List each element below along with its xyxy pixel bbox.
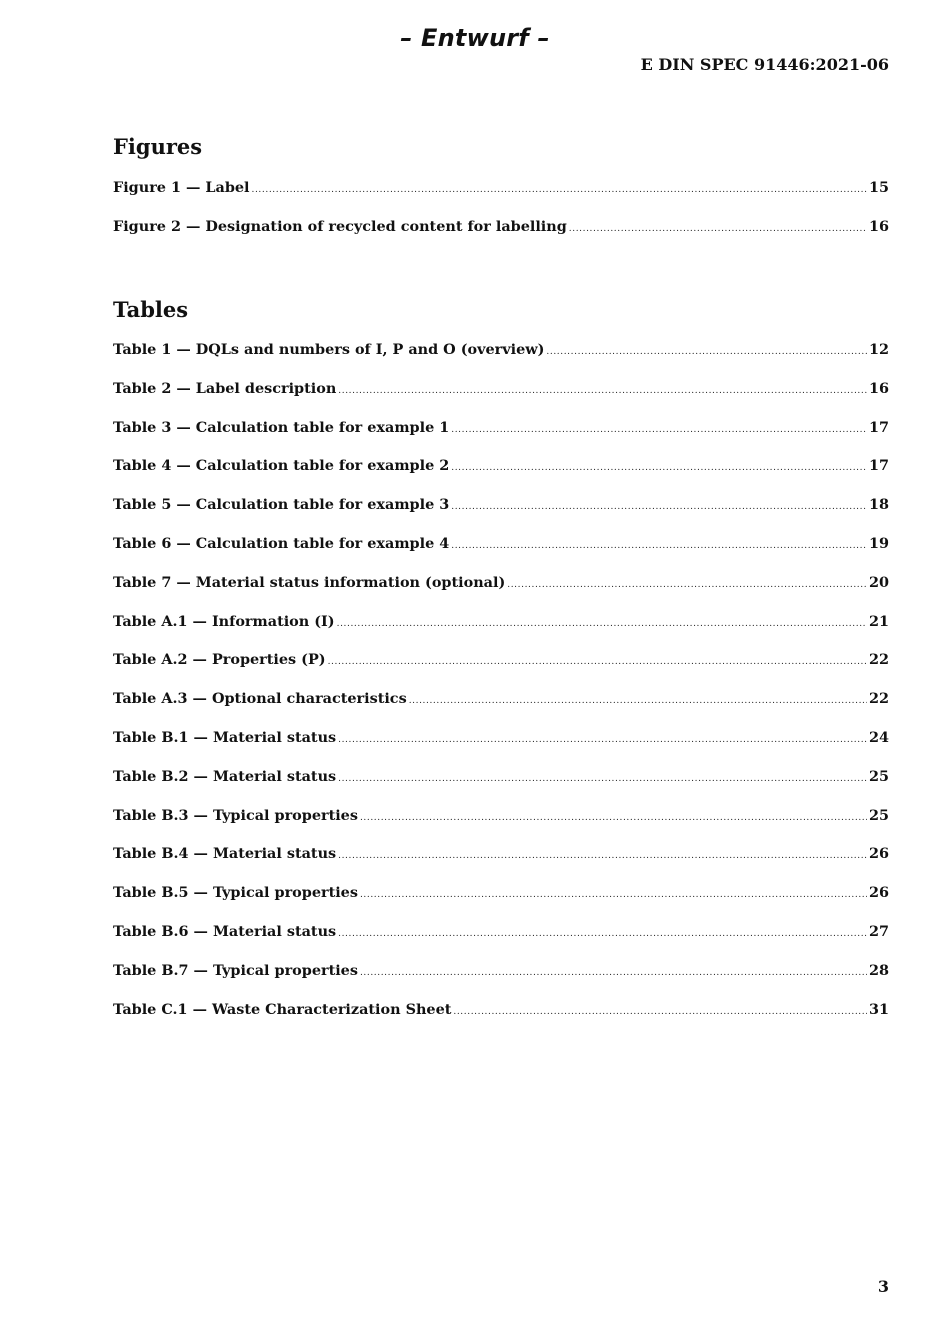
toc-entry-title: Table A.2 — Properties (P) [113, 651, 326, 669]
toc-entry-page: 19 [868, 534, 889, 552]
toc-entry-page: 27 [868, 922, 889, 940]
toc-entry-title: Figure 2 — Designation of recycled content for labelling [113, 217, 567, 235]
toc-entry-title: Table B.1 — Material status [113, 728, 337, 746]
toc-leader-dots [252, 180, 867, 200]
table-entry[interactable] [113, 689, 889, 728]
toc-entry-page: 16 [868, 379, 889, 397]
table-entry[interactable] [113, 456, 889, 495]
toc-entry-title: Table 1 — DQLs and numbers of I, P and O (overview) [113, 341, 545, 358]
toc-entry-title: Table A.1 — Information (I) [113, 612, 335, 630]
toc-entry-title: Table B.5 — Typical properties [113, 884, 358, 902]
toc-leader-dots [338, 730, 867, 750]
toc-entry-title: Table B.7 — Typical properties [113, 961, 358, 979]
toc-entry-page: 22 [868, 651, 889, 669]
toc-entry-title: Table 2 — Label description [113, 379, 337, 397]
toc-entry-page: 15 [868, 179, 889, 196]
table-entry[interactable] [113, 767, 889, 806]
toc-leader-dots [360, 885, 867, 905]
table-entry[interactable] [113, 534, 889, 573]
toc-entry-title: Table A.3 — Optional characteristics [113, 690, 407, 708]
table-entry[interactable] [113, 340, 889, 379]
table-entry[interactable] [113, 495, 889, 534]
toc-entry-page: 28 [868, 961, 889, 979]
tables-list [113, 340, 889, 1038]
toc-entry-page: 17 [868, 457, 889, 475]
toc-entry-title: Table 4 — Calculation table for example 2 [113, 457, 450, 475]
toc-entry-title: Table C.1 — Waste Characterization Sheet [113, 1000, 452, 1018]
toc-entry-page: 25 [868, 767, 889, 785]
toc-leader-dots [409, 691, 867, 711]
toc-entry-title: Table 3 — Calculation table for example 1 [113, 418, 450, 436]
toc-entry-page: 22 [868, 690, 889, 708]
toc-leader-dots [451, 458, 867, 478]
table-entry[interactable] [113, 961, 889, 1000]
document-id: E DIN SPEC 91446:2021-06 [640, 55, 889, 74]
toc-entry-page: 16 [868, 217, 889, 235]
toc-leader-dots [507, 575, 867, 595]
toc-leader-dots [338, 381, 867, 401]
toc-leader-dots [451, 497, 867, 517]
toc-leader-dots [451, 420, 867, 440]
table-entry[interactable] [113, 883, 889, 922]
toc-entry-title: Table B.6 — Material status [113, 922, 337, 940]
figures-list [113, 178, 889, 256]
toc-entry-page: 24 [868, 728, 889, 746]
table-entry[interactable] [113, 922, 889, 961]
figure-entry[interactable] [113, 178, 889, 217]
toc-entry-title: Table 6 — Calculation table for example 4 [113, 534, 450, 552]
table-entry[interactable] [113, 806, 889, 845]
toc-leader-dots [338, 846, 867, 866]
toc-entry-page: 26 [868, 884, 889, 902]
table-entry[interactable] [113, 573, 889, 612]
toc-leader-dots [337, 614, 867, 634]
table-entry[interactable] [113, 418, 889, 457]
table-entry[interactable] [113, 1000, 889, 1039]
toc-entry-title: Table B.2 — Material status [113, 767, 337, 785]
toc-entry-page: 26 [868, 845, 889, 863]
toc-entry-title: Table 7 — Material status information (optional) [113, 573, 506, 591]
toc-entry-page: 17 [868, 418, 889, 436]
toc-entry-page: 20 [868, 573, 889, 591]
draft-watermark: – Entwurf – [400, 24, 550, 52]
table-entry[interactable] [113, 612, 889, 651]
toc-entry-title: Figure 1 — Label [113, 179, 250, 196]
toc-entry-page: 25 [868, 806, 889, 824]
toc-entry-page: 18 [868, 496, 889, 514]
table-entry[interactable] [113, 650, 889, 689]
toc-entry-title: Table B.4 — Material status [113, 845, 337, 863]
toc-leader-dots [338, 924, 867, 944]
toc-leader-dots [451, 536, 867, 556]
toc-leader-dots [338, 769, 867, 789]
toc-entry-title: Table 5 — Calculation table for example 3 [113, 496, 450, 514]
toc-entry-title: Table B.3 — Typical properties [113, 806, 358, 824]
table-entry[interactable] [113, 379, 889, 418]
figure-entry[interactable] [113, 217, 889, 256]
toc-leader-dots [360, 963, 867, 983]
page-number: 3 [877, 1277, 889, 1296]
tables-heading: Tables [113, 297, 189, 322]
table-entry[interactable] [113, 728, 889, 767]
toc-entry-page: 31 [868, 1000, 889, 1018]
toc-leader-dots [360, 808, 867, 828]
toc-entry-page: 21 [868, 612, 889, 630]
figures-heading: Figures [113, 134, 203, 159]
toc-leader-dots [546, 342, 867, 362]
toc-leader-dots [569, 219, 867, 239]
toc-leader-dots [328, 652, 867, 672]
toc-leader-dots [453, 1002, 867, 1022]
table-entry[interactable] [113, 844, 889, 883]
toc-entry-page: 12 [868, 341, 889, 358]
